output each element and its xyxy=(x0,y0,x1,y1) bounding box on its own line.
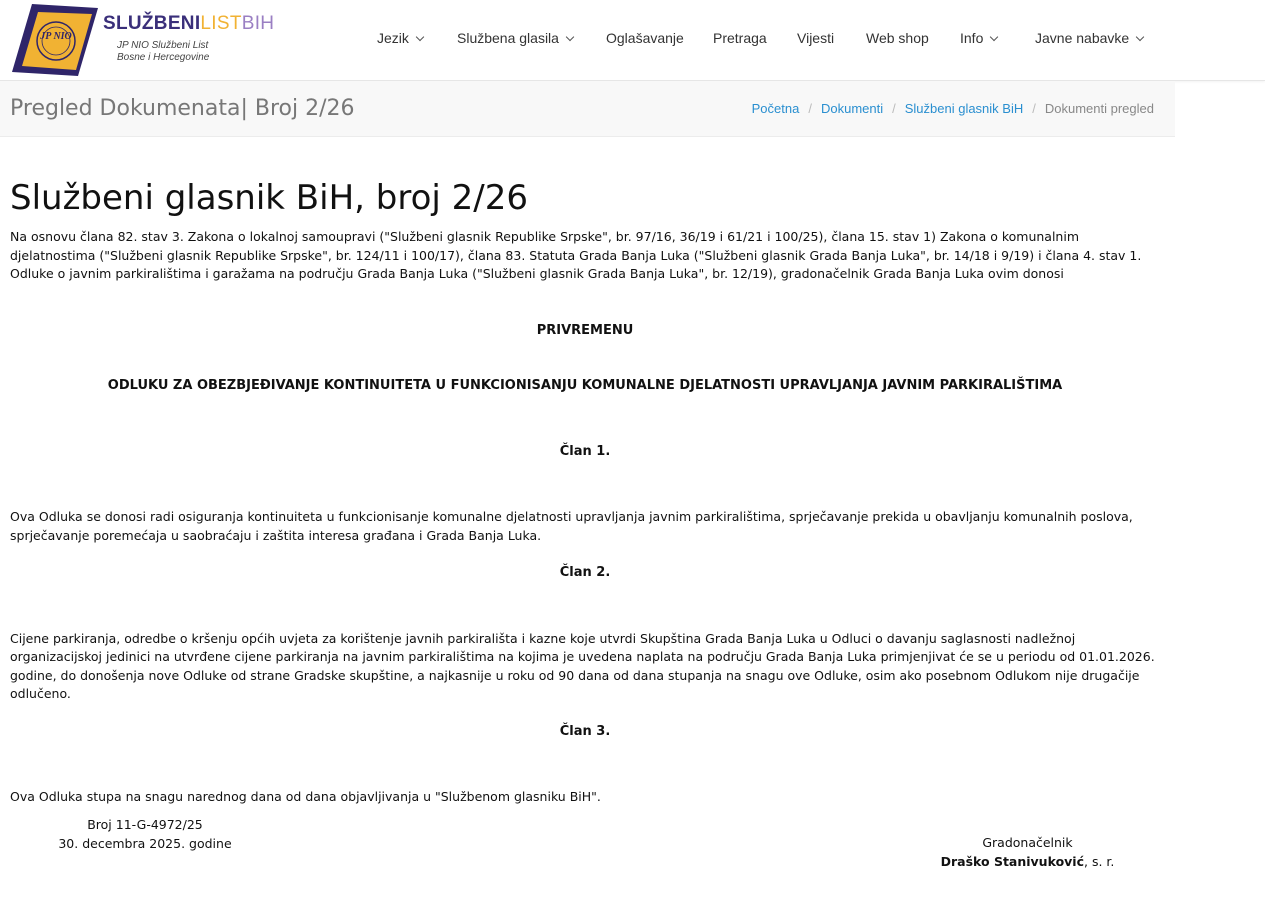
chevron-down-icon xyxy=(1136,33,1144,41)
chevron-down-icon xyxy=(990,33,998,41)
document-date: 30. decembra 2025. godine xyxy=(58,835,232,851)
article-2-text: Cijene parkiranja, odredbe o kršenju općih uvjeta za korištenje javnih parkirališta i kazne koje utvrdi Skupština Grada Banja Luka u Odluci o davanju saglasnosti nadležnoj organizacijskoj jedinici na utvrđene cijene parkiranja na javnim parkiralištima na kojima je uvedena naplata na području Grada Banja Luka primjenjivat će se u periodu od 01.01.2026. godine, do donošenja nove Odluke od strane Gradske skupštine, a najkasnije u roku od 90 dana od dana stupanja na snagu ove Odluke, osim ako posebnom Odlukom nije drugačije odlučeno. xyxy=(10,630,1155,701)
nav-item-info[interactable]: Info xyxy=(960,30,997,46)
breadcrumb-separator: / xyxy=(1032,101,1036,116)
breadcrumb-link-pocetna[interactable]: Početna xyxy=(751,101,800,116)
article-2-title: Član 2. xyxy=(559,565,611,580)
nav-item-sluzbena-glasila[interactable]: Službena glasila xyxy=(457,30,573,46)
svg-text:JP NIO: JP NIO xyxy=(40,31,72,42)
chevron-down-icon xyxy=(416,33,424,41)
nav-item-oglasavanje[interactable]: Oglašavanje xyxy=(606,30,684,46)
document-heading-odluka: ODLUKU ZA OBEZBJEĐIVANJE KONTINUITETA U FUNKCIONISANJU KOMUNALNE DJELATNOSTI UPRAVLJANJA JAVNIM PARKIRALIŠTIMA xyxy=(107,378,1063,393)
document-content xyxy=(10,176,1160,807)
document-title: Službeni glasnik BiH, broj 2/26 xyxy=(10,178,528,218)
document-preamble: Na osnovu člana 82. stav 3. Zakona o lokalnoj samoupravi ("Službeni glasnik Republike Srpske", br. 97/16, 36/19 i 61/21 i 100/25), člana 15. stav 1) Zakona o komunalnim djelatnostima ("Službeni glasnik Republike Srpske", br. 124/11 i 100/17), člana 83. Statuta Grada Banja Luka ("Službeni glasnik Grada Banja Luka", br. 14/18 i 9/19) i člana 4. stav 1. Odluke o javnim parkiralištima i garažama na području Grada Banja Luka ("Službeni glasnik Grada Banja Luka", br. 12/19), gradonačelnik Grada Banja Luka ovim donosi xyxy=(10,229,1142,281)
site-logo[interactable] xyxy=(10,4,280,76)
chevron-down-icon xyxy=(566,33,574,41)
breadcrumb-link-sluzbeni-glasnik[interactable]: Službeni glasnik BiH xyxy=(904,101,1024,116)
nav-item-web-shop[interactable]: Web shop xyxy=(866,30,929,46)
article-1-title: Član 1. xyxy=(559,443,611,459)
article-1-text: Ova Odluka se donosi radi osiguranja kontinuiteta u funkcionisanje komunalne djelatnosti upravljanja javnim parkiralištima, sprječavanje prekida u obavljanju komunalnih poslova, sprječavanje poremećaja u saobraćaju i zaštita interesa građana i Grada Banja Luka. xyxy=(10,509,1133,543)
logo-seal-icon xyxy=(10,4,100,76)
breadcrumb-current: Dokumenti pregled xyxy=(1044,101,1154,116)
logo-subtitle: JP NIO Službeni List Bosne i Hercegovine xyxy=(117,40,210,63)
page-title: Pregled Dokumenata| Broj 2/26 xyxy=(10,96,355,121)
document-heading-privremenu: PRIVREMENU xyxy=(536,322,634,338)
document-number: Broj 11-G-4972/25 xyxy=(87,817,203,832)
article-3-text: Ova Odluka stupa na snagu narednog dana od dana objavljivanja u "Službenom glasniku BiH". xyxy=(10,789,601,804)
nav-item-vijesti[interactable]: Vijesti xyxy=(797,30,835,46)
signatory-suffix: , s. r. xyxy=(1084,853,1115,869)
article-3-title: Član 3. xyxy=(559,723,611,739)
logo-brand-text: SLUŽBENILISTBIH xyxy=(103,13,275,34)
signatory-name: Draško Stanivuković xyxy=(940,853,1084,869)
nav-item-pretraga[interactable]: Pretraga xyxy=(713,30,767,46)
site-header xyxy=(0,0,1265,81)
signatory-role: Gradonačelnik xyxy=(982,835,1073,850)
breadcrumb-separator: / xyxy=(808,101,812,116)
breadcrumb xyxy=(752,101,1154,116)
document-signature xyxy=(930,834,1125,871)
page-title-bar xyxy=(0,81,1175,137)
breadcrumb-separator: / xyxy=(892,101,896,116)
nav-item-javne-nabavke[interactable]: Javne nabavke xyxy=(1035,30,1143,46)
document-reference xyxy=(55,816,235,853)
nav-item-jezik[interactable]: Jezik xyxy=(377,30,423,46)
breadcrumb-link-dokumenti[interactable]: Dokumenti xyxy=(820,101,884,116)
